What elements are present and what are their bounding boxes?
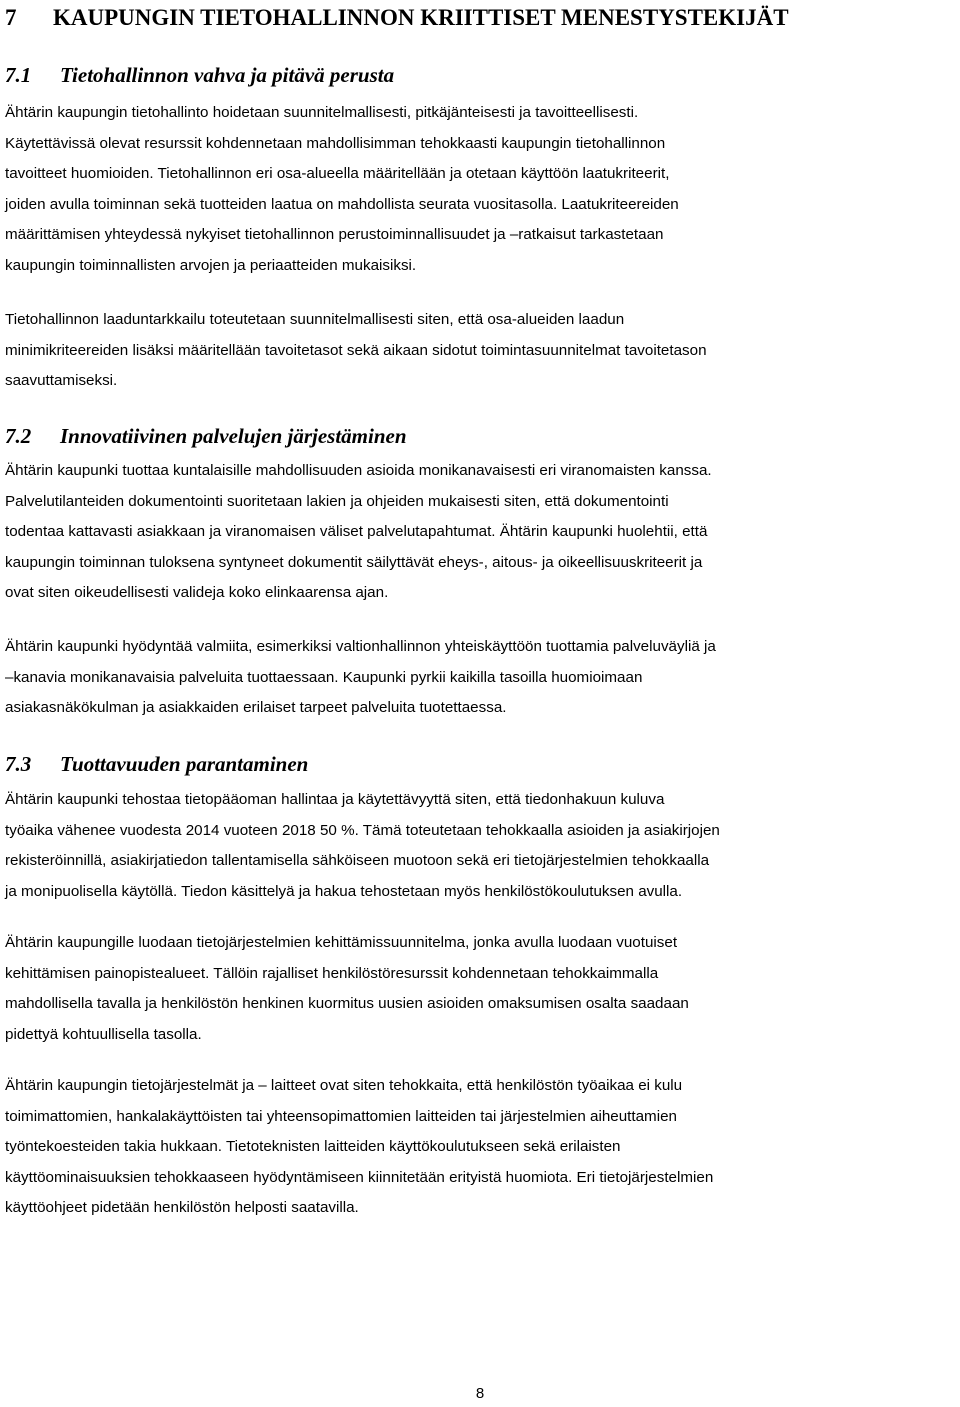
section-title: Tietohallinnon vahva ja pitävä perusta (60, 63, 395, 87)
text-line: Ähtärin kaupunki tehostaa tietopääoman hallintaa ja käytettävyyttä siten, että tiedonhakuun kuluva (5, 791, 665, 808)
text-line: kaupungin toiminnallisten arvojen ja periaatteiden mukaisiksi. (5, 256, 417, 274)
text-line: Käytettävissä olevat resurssit kohdennetaan mahdollisimman tehokkaasti kaupungin tietohallinnon (5, 134, 666, 152)
text-line: rekisteröinnillä, asiakirjatiedon tallentamisella sähköiseen muotoon sekä eri tietojärjestelmien tehokkaalla (5, 852, 710, 869)
chapter-number: 7 (5, 5, 17, 30)
text-line: pidettyä kohtuullisella tasolla. (5, 1025, 202, 1043)
page-number: 8 (475, 1385, 485, 1402)
section-title: Tuottavuuden parantaminen (60, 752, 309, 776)
text-line: Ähtärin kaupungin tietohallinto hoidetaan suunnitelmallisesti, pitkäjänteisesti ja tavoitteellisesti. (5, 104, 639, 121)
text-line: kehittämisen painopistealueet. Tällöin rajalliset henkilöstöresurssit kohdennetaan tehokkaimmalla (5, 964, 659, 982)
section-title: Innovatiivinen palvelujen järjestäminen (60, 424, 407, 448)
paragraph-7-1-a (5, 98, 955, 281)
paragraph-7-3-b (5, 928, 955, 1050)
text-line: tavoitteet huomioiden. Tietohallinnon eri osa-alueella määritellään ja otetaan käyttöön laatukriteerit, (5, 165, 670, 182)
paragraph-7-2-b (5, 632, 955, 724)
text-line: –kanavia monikanavaisia palveluita tuottaessaan. Kaupunki pyrkii kaikilla tasoilla huomioimaan (5, 668, 643, 686)
text-line: minimikriteereiden lisäksi määritellään tavoitetasot sekä aikaan sidotut toimintasuunnitelmat tavoitetason (5, 341, 707, 359)
text-line: käyttöominaisuuksien tehokkaaseen hyödyntämiseen kiinnitetään erityistä huomiota. Eri tietojärjestelmien (5, 1168, 714, 1186)
text-line: asiakasnäkökulman ja asiakkaiden erilaiset tarpeet palveluita tuotettaessa. (5, 699, 507, 716)
text-line: työaika vähenee vuodesta 2014 vuoteen 2018 50 %. Tämä toteutetaan tehokkaalla asioiden ja asiakirjojen (5, 821, 720, 839)
section-heading-7-2 (5, 423, 955, 449)
text-line: Ähtärin kaupunki tuottaa kuntalaisille mahdollisuuden asioida monikanavaisesti eri viranomaisten kanssa. (5, 462, 712, 479)
chapter-title: KAUPUNGIN TIETOHALLINNON KRIITTISET MENESTYSTEKIJÄT (53, 5, 789, 30)
text-line: saavuttamiseksi. (5, 372, 118, 389)
text-line: käyttöohjeet pidetään henkilöstön helposti saatavilla. (5, 1199, 359, 1216)
text-line: todentaa kattavasti asiakkaan ja viranomaisen väliset palvelutapahtumat. Ähtärin kaupunki huolehtii, että (5, 523, 708, 540)
section-number: 7.2 (5, 424, 32, 448)
text-line: ja monipuolisella käytöllä. Tiedon käsittelyä ja hakua tehostetaan myös henkilöstökoulutuksen avulla. (5, 882, 683, 900)
paragraph-7-1-b (5, 305, 955, 397)
text-line: joiden avulla toiminnan sekä tuotteiden laatua on mahdollista seurata vuositasolla. Laatukriteereiden (5, 195, 679, 213)
text-line: määrittämisen yhteydessä nykyiset tietohallinnon perustoiminnallisuudet ja –ratkaisut tarkastetaan (5, 226, 664, 243)
section-number: 7.3 (5, 752, 32, 776)
paragraph-7-2-a (5, 456, 955, 609)
text-line: Ähtärin kaupungille luodaan tietojärjestelmien kehittämissuunnitelma, jonka avulla luodaan vuotuiset (5, 934, 678, 951)
section-number: 7.1 (5, 63, 32, 87)
text-line: ovat siten oikeudellisesti valideja koko elinkaarensa ajan. (5, 584, 389, 601)
text-line: kaupungin toiminnan tuloksena syntyneet dokumentit säilyttävät eheys-, aitous- ja oikeellisuuskriteerit ja (5, 553, 703, 571)
text-line: Palvelutilanteiden dokumentointi suoritetaan lakien ja ohjeiden mukaisesti siten, että dokumentointi (5, 492, 669, 510)
text-line: mahdollisella tavalla ja henkilöstön henkinen kuormitus uusien asioiden omaksumisen osalta saadaan (5, 995, 689, 1012)
text-line: toimimattomien, hankalakäyttöisten tai yhteensopimattomien laitteiden tai järjestelmien aiheuttamien (5, 1107, 677, 1125)
section-heading-7-3 (5, 751, 955, 777)
text-line: Ähtärin kaupungin tietojärjestelmät ja – laitteet ovat siten tehokkaita, että henkilöstön työaikaa ei kulu (5, 1077, 683, 1094)
paragraph-7-3-a (5, 785, 955, 907)
chapter-heading (5, 4, 955, 32)
text-line: Tietohallinnon laaduntarkkailu toteutetaan suunnitelmallisesti siten, että osa-alueiden laadun (5, 311, 625, 328)
text-line: työntekoesteiden takia hukkaan. Tietoteknisten laitteiden käyttökoulutukseen sekä erilaisten (5, 1138, 621, 1155)
paragraph-7-3-c (5, 1071, 955, 1224)
text-line: Ähtärin kaupunki hyödyntää valmiita, esimerkiksi valtionhallinnon yhteiskäyttöön tuottamia palveluväyliä ja (5, 638, 716, 655)
section-heading-7-1 (5, 62, 955, 88)
